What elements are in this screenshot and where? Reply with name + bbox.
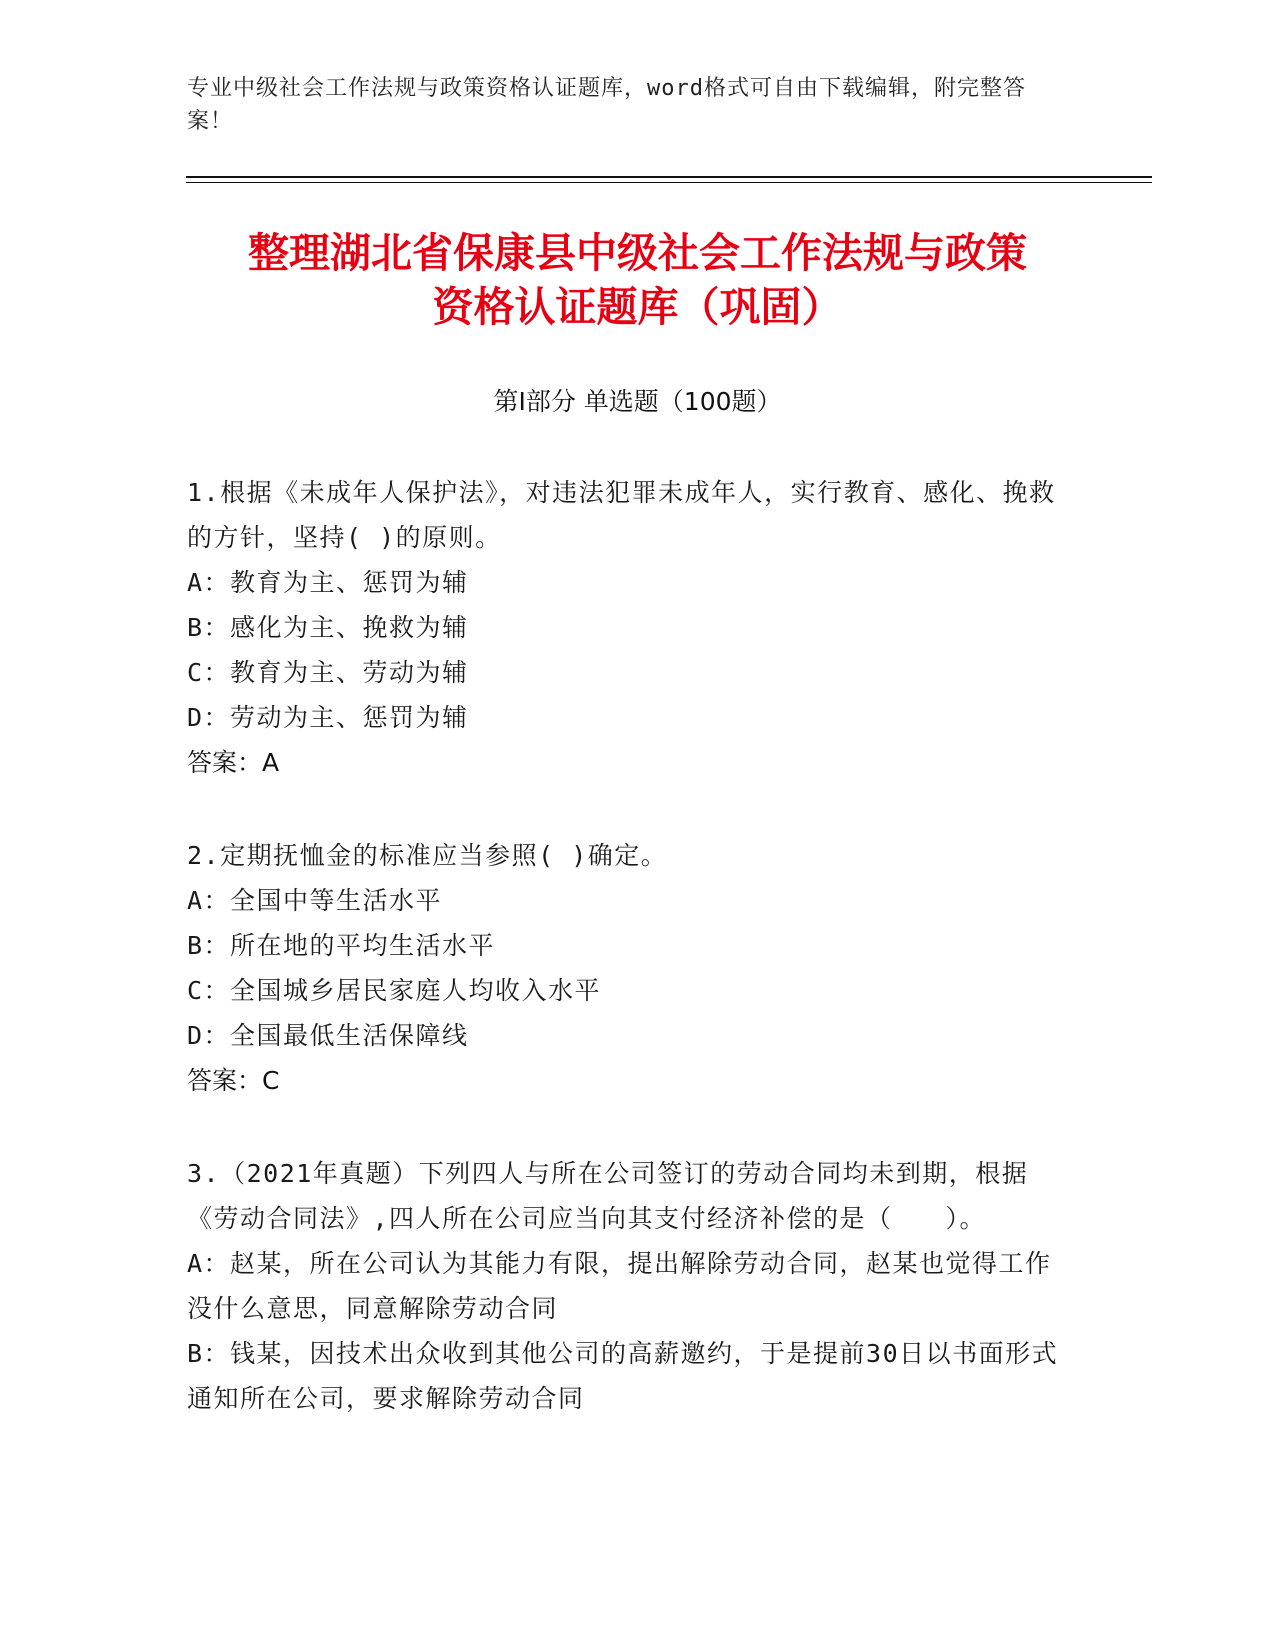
option-b: B：所在地的平均生活水平	[187, 931, 496, 960]
question-list	[187, 470, 1077, 1469]
option-a: A：赵某，所在公司认为其能力有限，提出解除劳动合同，赵某也觉得工作没什么意思，同意解除劳动合同	[187, 1249, 1052, 1323]
document-title-line-2: 资格认证题库（巩固）	[432, 283, 843, 331]
option-a: A：教育为主、惩罚为辅	[187, 568, 469, 597]
header-rule-thin	[186, 182, 1152, 183]
option-a: A：全国中等生活水平	[187, 886, 443, 915]
question-stem: 2.定期抚恤金的标准应当参照( )确定。	[187, 841, 668, 870]
option-c: C：教育为主、劳动为辅	[187, 658, 469, 687]
header-rule-thick	[186, 176, 1152, 178]
section-title: 第I部分 单选题（100题）	[493, 387, 782, 416]
header-note: 专业中级社会工作法规与政策资格认证题库，word格式可自由下载编辑，附完整答案！	[187, 76, 1026, 134]
answer: 答案：A	[187, 748, 280, 777]
question-1	[187, 470, 1077, 785]
option-b: B：感化为主、挽救为辅	[187, 613, 469, 642]
option-d: D：劳动为主、惩罚为辅	[187, 703, 469, 732]
question-stem: 3.（2021年真题）下列四人与所在公司签订的劳动合同均未到期，根据《劳动合同法》,四人所在公司应当向其支付经济补偿的是（ ）。	[187, 1159, 1029, 1233]
option-d: D：全国最低生活保障线	[187, 1021, 469, 1050]
option-b: B：钱某，因技术出众收到其他公司的高薪邀约，于是提前30日以书面形式通知所在公司，要求解除劳动合同	[187, 1339, 1059, 1413]
option-c: C：全国城乡居民家庭人均收入水平	[187, 976, 602, 1005]
document-title	[150, 226, 1125, 334]
question-stem: 1.根据《未成年人保护法》，对违法犯罪未成年人，实行教育、感化、挽救的方针，坚持( )的原则。	[187, 478, 1056, 552]
question-2	[187, 833, 1077, 1103]
document-title-line-1: 整理湖北省保康县中级社会工作法规与政策	[248, 229, 1027, 277]
question-3	[187, 1151, 1077, 1421]
answer: 答案：C	[187, 1066, 280, 1095]
